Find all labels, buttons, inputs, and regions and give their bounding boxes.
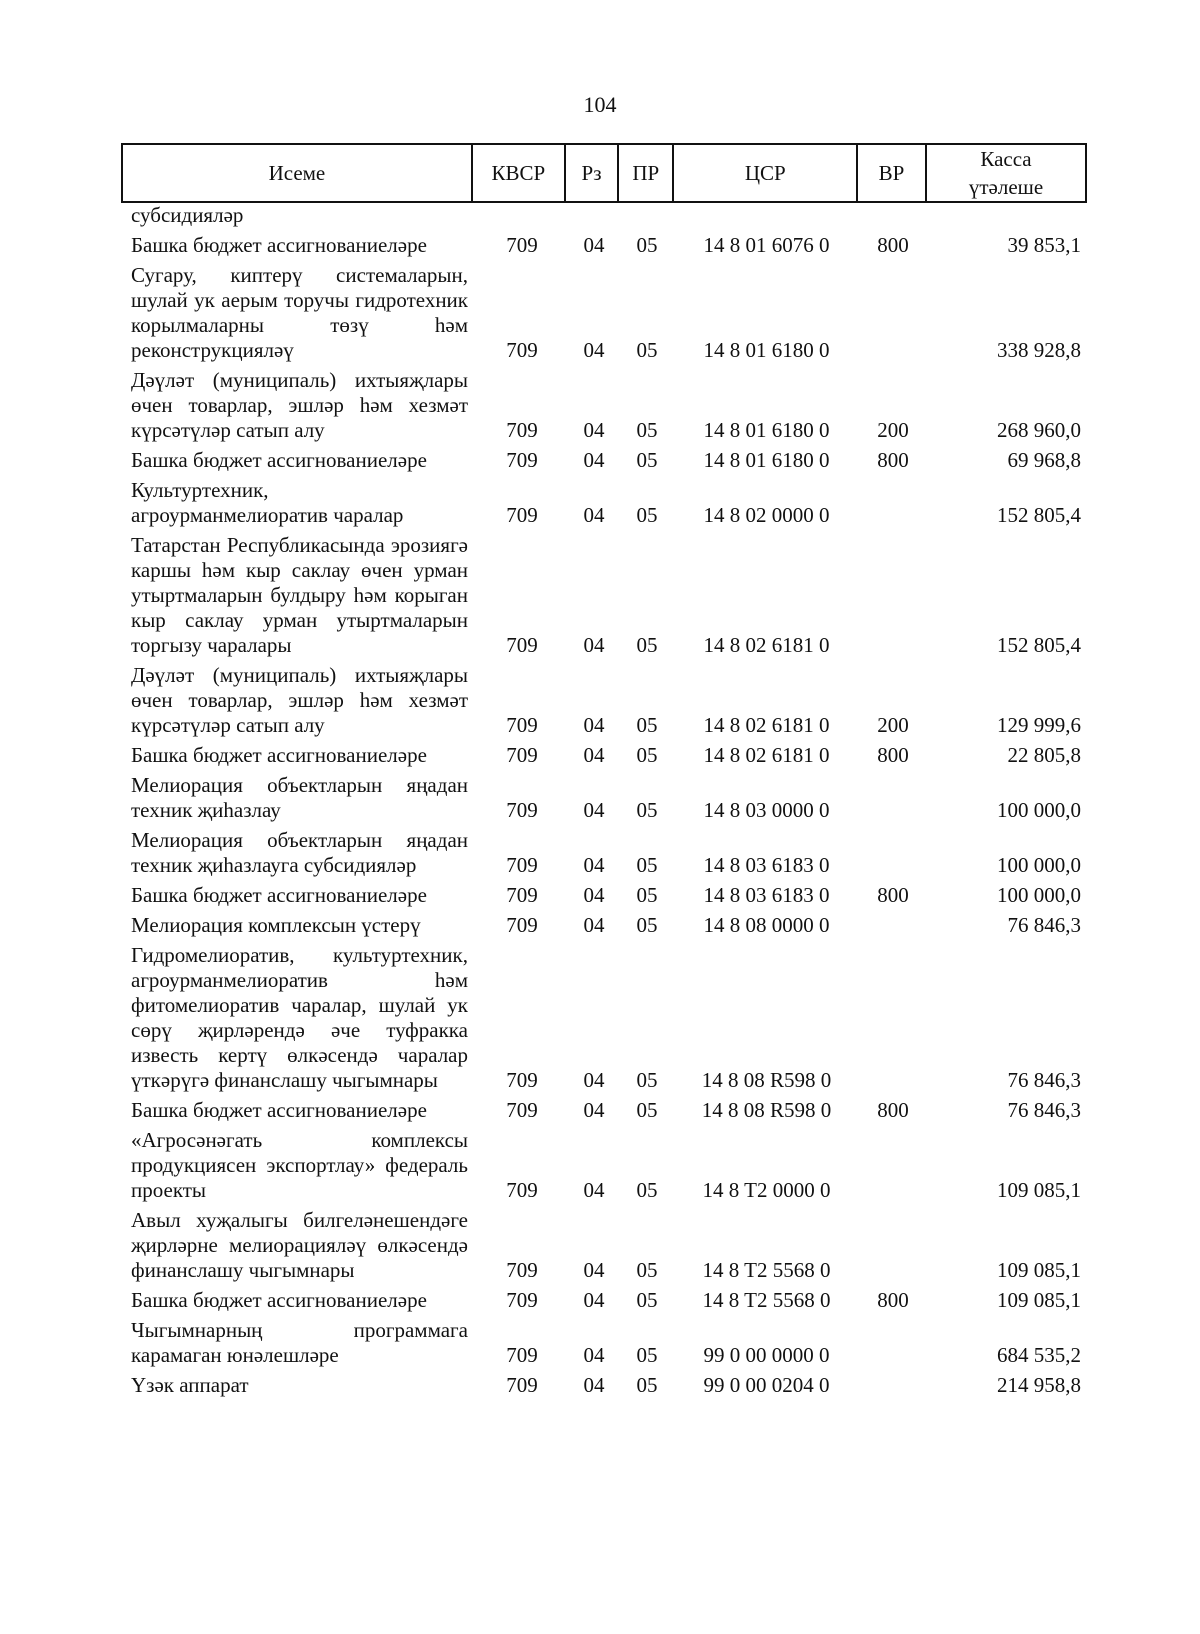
row-pr: 05 <box>636 1178 658 1202</box>
row-rz: 04 <box>583 633 605 657</box>
row-pr: 05 <box>636 913 658 937</box>
row-vr: 800 <box>877 1098 909 1122</box>
row-vr: 200 <box>877 713 909 737</box>
row-csr: 14 8 T2 0000 0 <box>702 1178 831 1202</box>
row-csr: 14 8 03 0000 0 <box>703 798 830 822</box>
row-name: Культуртехник, агроурманмелиоратив чаралар <box>131 478 404 527</box>
table-row <box>121 446 1087 476</box>
row-name: Авыл хуҗалыгы билгеләнешендәге җирләрне мелиорацияләү өлкәсендә финанслашу чыгымнары <box>131 1208 468 1282</box>
row-amount: 152 805,4 <box>997 503 1081 527</box>
row-rz: 04 <box>583 1343 605 1367</box>
table-row <box>121 826 1087 881</box>
row-amount: 76 846,3 <box>1007 1068 1081 1092</box>
row-rz: 04 <box>583 1068 605 1092</box>
row-kvsr: 709 <box>506 1068 538 1092</box>
row-kvsr: 709 <box>506 1258 538 1282</box>
budget-table-body <box>121 201 1087 1401</box>
row-pr: 05 <box>636 1068 658 1092</box>
row-kvsr: 709 <box>506 798 538 822</box>
row-name: Чыгымнарның программага карамаган юнәлешләре <box>131 1318 468 1367</box>
row-name: субсидияләр <box>131 203 244 227</box>
row-kvsr: 709 <box>506 1178 538 1202</box>
row-amount: 100 000,0 <box>997 883 1081 907</box>
row-vr: 200 <box>877 418 909 442</box>
row-kvsr: 709 <box>506 1288 538 1312</box>
row-kvsr <box>476 201 568 231</box>
row-rz: 04 <box>583 233 605 257</box>
header-pr: ПР <box>618 144 673 202</box>
header-name: Исеме <box>122 144 472 202</box>
table-row <box>121 261 1087 366</box>
row-kvsr: 709 <box>506 883 538 907</box>
table-row <box>121 1286 1087 1316</box>
table-row <box>121 1096 1087 1126</box>
row-pr: 05 <box>636 1258 658 1282</box>
row-csr: 14 8 01 6180 0 <box>703 448 830 472</box>
row-vr: 800 <box>877 448 909 472</box>
row-csr: 14 8 02 0000 0 <box>703 503 830 527</box>
table-row <box>121 661 1087 741</box>
row-kvsr: 709 <box>506 853 538 877</box>
row-kvsr: 709 <box>506 913 538 937</box>
table-row <box>121 1206 1087 1286</box>
row-name: Башка бюджет ассигнованиеләре <box>131 743 427 767</box>
row-csr: 14 8 01 6076 0 <box>703 233 830 257</box>
row-kvsr: 709 <box>506 713 538 737</box>
row-vr <box>859 911 927 941</box>
row-pr: 05 <box>636 503 658 527</box>
row-csr: 14 8 03 6183 0 <box>703 853 830 877</box>
row-rz: 04 <box>583 743 605 767</box>
table-row <box>121 941 1087 1096</box>
row-name: Гидромелиоратив, культуртехник, агроурманмелиоратив һәм фитомелиоратив чаралар, шулай ук сөрү җирләрендә әче туфракка известь кертү өлкәсендә чаралар үткәрүгә финанслашу чыгымнары <box>131 943 468 1092</box>
row-vr: 800 <box>877 1288 909 1312</box>
row-csr: 14 8 08 R598 0 <box>701 1098 832 1122</box>
row-name: Мелиорация комплексын үстерү <box>131 913 421 937</box>
row-amount: 100 000,0 <box>997 853 1081 877</box>
row-csr: 99 0 00 0204 0 <box>703 1373 830 1397</box>
row-rz: 04 <box>583 1178 605 1202</box>
row-name: Башка бюджет ассигнованиеләре <box>131 883 427 907</box>
budget-table <box>121 201 1087 1401</box>
row-kvsr: 709 <box>506 1373 538 1397</box>
table-row <box>121 771 1087 826</box>
row-amount: 338 928,8 <box>997 338 1081 362</box>
row-pr: 05 <box>636 1343 658 1367</box>
row-pr: 05 <box>636 633 658 657</box>
row-amount: 268 960,0 <box>997 418 1081 442</box>
row-rz: 04 <box>583 1258 605 1282</box>
row-pr: 05 <box>636 1288 658 1312</box>
row-name: Башка бюджет ассигнованиеләре <box>131 448 427 472</box>
page-number: 104 <box>583 92 617 117</box>
row-rz: 04 <box>583 798 605 822</box>
row-vr <box>859 941 927 1096</box>
row-amount: 69 968,8 <box>1007 448 1081 472</box>
row-amount: 109 085,1 <box>997 1258 1081 1282</box>
row-amount: 214 958,8 <box>997 1373 1081 1397</box>
row-csr <box>674 201 859 231</box>
row-kvsr: 709 <box>506 503 538 527</box>
row-name: Мелиорация объектларын яңадан техник җиһазлау <box>131 773 468 822</box>
row-rz: 04 <box>583 913 605 937</box>
row-vr <box>859 771 927 826</box>
header-amount-line2: үтәлеше <box>968 175 1044 199</box>
row-csr: 14 8 02 6181 0 <box>703 633 830 657</box>
row-rz: 04 <box>583 338 605 362</box>
table-row <box>121 366 1087 446</box>
row-pr: 05 <box>636 853 658 877</box>
row-amount: 22 805,8 <box>1007 743 1081 767</box>
row-rz: 04 <box>583 713 605 737</box>
row-vr <box>859 531 927 661</box>
row-amount: 109 085,1 <box>997 1288 1081 1312</box>
row-rz: 04 <box>583 418 605 442</box>
row-pr: 05 <box>636 798 658 822</box>
row-csr: 14 8 03 6183 0 <box>703 883 830 907</box>
row-vr <box>859 1206 927 1286</box>
row-csr: 99 0 00 0000 0 <box>703 1343 830 1367</box>
row-pr: 05 <box>636 233 658 257</box>
row-rz: 04 <box>583 1098 605 1122</box>
row-vr <box>859 1371 927 1401</box>
row-amount: 76 846,3 <box>1007 1098 1081 1122</box>
row-pr: 05 <box>636 418 658 442</box>
row-rz: 04 <box>583 853 605 877</box>
table-row <box>121 1126 1087 1206</box>
header-amount <box>926 144 1086 202</box>
row-amount: 129 999,6 <box>997 713 1081 737</box>
table-row <box>121 531 1087 661</box>
row-kvsr: 709 <box>506 448 538 472</box>
row-name: Дәүләт (муниципаль) ихтыяҗлары өчен товарлар, эшләр һәм хезмәт күрсәтүләр сатып алу <box>131 663 468 737</box>
row-vr <box>859 1126 927 1206</box>
row-csr: 14 8 08 R598 0 <box>701 1068 832 1092</box>
row-name: Дәүләт (муниципаль) ихтыяҗлары өчен товарлар, эшләр һәм хезмәт күрсәтүләр сатып алу <box>131 368 468 442</box>
row-kvsr: 709 <box>506 633 538 657</box>
table-row <box>121 1316 1087 1371</box>
row-pr: 05 <box>636 448 658 472</box>
row-amount: 100 000,0 <box>997 798 1081 822</box>
table-row <box>121 201 1087 231</box>
row-kvsr: 709 <box>506 338 538 362</box>
table-row <box>121 1371 1087 1401</box>
row-rz: 04 <box>583 448 605 472</box>
row-vr <box>859 826 927 881</box>
table-row <box>121 476 1087 531</box>
header-amount-line1: Касса <box>980 147 1032 171</box>
row-kvsr: 709 <box>506 743 538 767</box>
row-vr <box>859 1316 927 1371</box>
table-row <box>121 911 1087 941</box>
row-pr <box>620 201 674 231</box>
row-amount <box>927 201 1087 231</box>
row-pr: 05 <box>636 1098 658 1122</box>
row-vr: 800 <box>877 883 909 907</box>
row-name: Башка бюджет ассигнованиеләре <box>131 233 427 257</box>
row-csr: 14 8 01 6180 0 <box>703 418 830 442</box>
table-row <box>121 881 1087 911</box>
row-name: Татарстан Республикасында эрозиягә каршы һәм кыр саклау өчен урман утыртмаларын булдыру һәм корыган кыр саклау урман утыртмаларын торгызу чаралары <box>131 533 468 657</box>
row-csr: 14 8 02 6181 0 <box>703 743 830 767</box>
row-rz: 04 <box>583 503 605 527</box>
row-csr: 14 8 02 6181 0 <box>703 713 830 737</box>
row-pr: 05 <box>636 743 658 767</box>
row-rz: 04 <box>583 1373 605 1397</box>
table-header <box>121 143 1087 203</box>
row-rz <box>568 201 620 231</box>
row-csr: 14 8 08 0000 0 <box>703 913 830 937</box>
row-rz: 04 <box>583 883 605 907</box>
row-vr: 800 <box>877 743 909 767</box>
row-csr: 14 8 T2 5568 0 <box>702 1288 831 1312</box>
table-row <box>121 231 1087 261</box>
row-amount: 684 535,2 <box>997 1343 1081 1367</box>
row-vr <box>859 201 927 231</box>
row-pr: 05 <box>636 713 658 737</box>
row-amount: 76 846,3 <box>1007 913 1081 937</box>
row-vr <box>859 261 927 366</box>
row-csr: 14 8 01 6180 0 <box>703 338 830 362</box>
row-name: «Агросәнәгать комплексы продукциясен экспортлау» федераль проекты <box>131 1128 468 1202</box>
row-kvsr: 709 <box>506 1343 538 1367</box>
header-csr: ЦСР <box>673 144 857 202</box>
header-kvsr: КВСР <box>472 144 565 202</box>
row-rz: 04 <box>583 1288 605 1312</box>
row-name: Сугару, киптерү системаларын, шулай ук аерым торучы гидротехник корылмаларны төзү һәм реконструкцияләү <box>131 263 468 362</box>
table-row <box>121 741 1087 771</box>
row-pr: 05 <box>636 338 658 362</box>
row-amount: 152 805,4 <box>997 633 1081 657</box>
row-kvsr: 709 <box>506 233 538 257</box>
header-row <box>122 144 1086 202</box>
row-kvsr: 709 <box>506 1098 538 1122</box>
row-amount: 109 085,1 <box>997 1178 1081 1202</box>
row-kvsr: 709 <box>506 418 538 442</box>
row-csr: 14 8 T2 5568 0 <box>702 1258 831 1282</box>
row-vr <box>859 476 927 531</box>
row-name: Мелиорация объектларын яңадан техник җиһазлауга субсидияләр <box>131 828 468 877</box>
header-vr: ВР <box>857 144 926 202</box>
row-pr: 05 <box>636 1373 658 1397</box>
row-name: Башка бюджет ассигнованиеләре <box>131 1288 427 1312</box>
row-amount: 39 853,1 <box>1007 233 1081 257</box>
row-pr: 05 <box>636 883 658 907</box>
header-rz: Рз <box>565 144 618 202</box>
row-name: Үзәк аппарат <box>131 1373 249 1397</box>
row-name: Башка бюджет ассигнованиеләре <box>131 1098 427 1122</box>
row-vr: 800 <box>877 233 909 257</box>
